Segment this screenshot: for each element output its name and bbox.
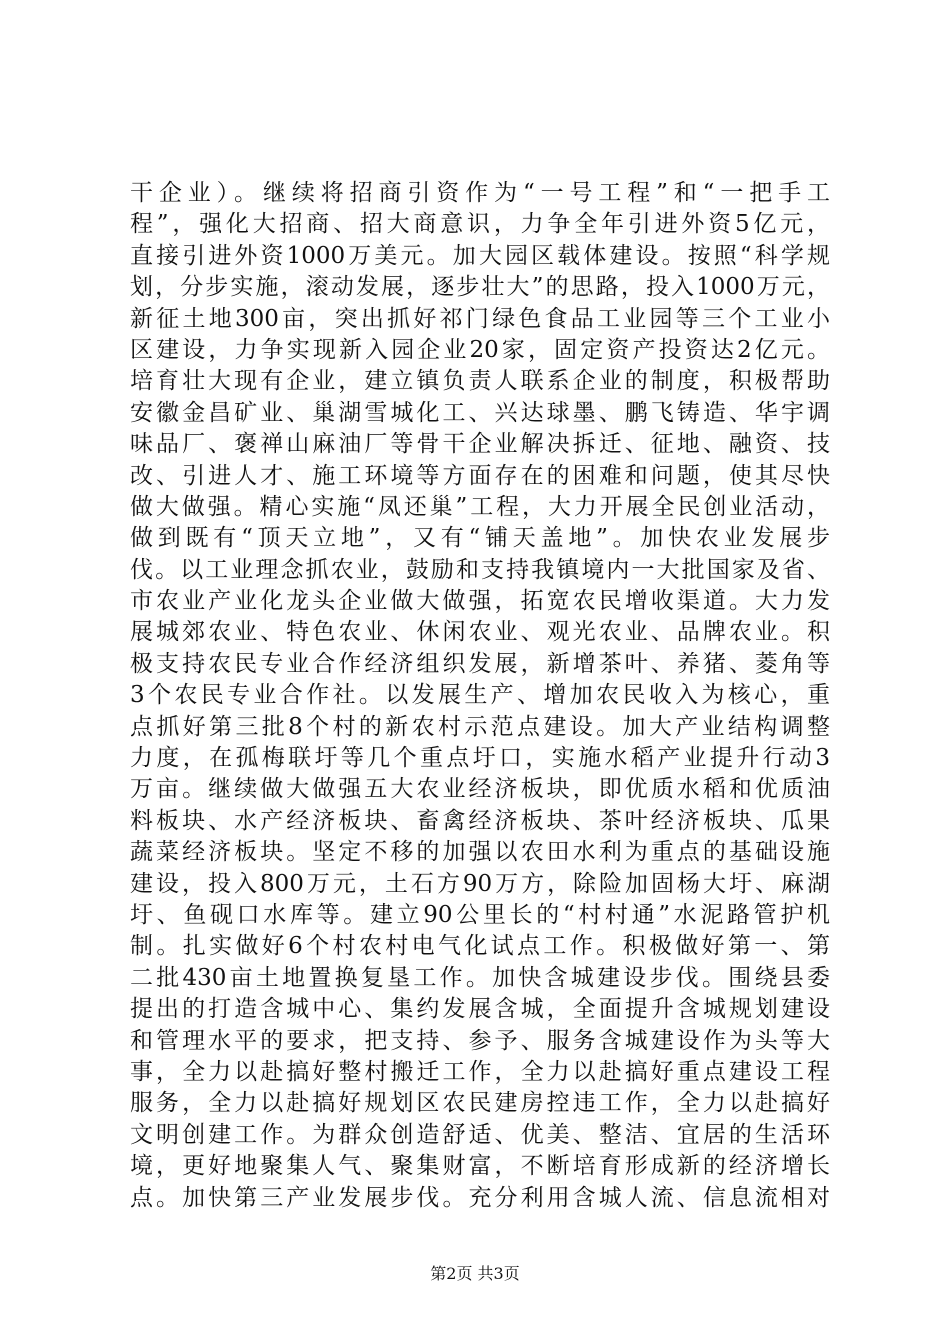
text-line: 点。加快第三产业发展步伐。充分利用含城人流、信息流相对 [130, 1184, 830, 1211]
text-line: 划，分步实施，滚动发展，逐步壮大”的思路，投入1000万元， [130, 274, 830, 301]
text-line: 点抓好第三批8个村的新农村示范点建设。加大产业结构调整 [130, 713, 830, 740]
text-line: 和管理水平的要求，把支持、参予、服务含城建设作为头等大 [130, 1027, 830, 1054]
text-line: 圩、鱼砚口水库等。建立90公里长的“村村通”水泥路管护机 [130, 901, 830, 928]
text-line: 改、引进人才、施工环境等方面存在的困难和问题，使其尽快 [130, 462, 830, 489]
text-line: 力度，在孤梅联圩等几个重点圩口，实施水稻产业提升行动3 [130, 745, 830, 772]
text-line: 新征土地300亩，突出抓好祁门绿色食品工业园等三个工业小 [130, 305, 830, 332]
text-line: 市农业产业化龙头企业做大做强，拓宽农民增收渠道。大力发 [130, 588, 830, 615]
text-line: 培育壮大现有企业，建立镇负责人联系企业的制度，积极帮助 [130, 368, 830, 395]
text-line: 事，全力以赴搞好整村搬迁工作，全力以赴搞好重点建设工程 [130, 1058, 830, 1085]
text-line: 建设，投入800万元，土石方90万方，除险加固杨大圩、麻湖 [130, 870, 830, 897]
text-line: 料板块、水产经济板块、畜禽经济板块、茶叶经济板块、瓜果 [130, 807, 830, 834]
text-line: 区建设，力争实现新入园企业20家，固定资产投资达2亿元。 [130, 336, 830, 363]
text-line: 干企业）。继续将招商引资作为“一号工程”和“一把手工 [130, 180, 830, 206]
text-line: 二批430亩土地置换复垦工作。加快含城建设步伐。围绕县委 [130, 964, 830, 991]
text-line: 境，更好地聚集人气、聚集财富，不断培育形成新的经济增长 [130, 1153, 830, 1180]
text-line: 万亩。继续做大做强五大农业经济板块，即优质水稻和优质油 [130, 776, 830, 803]
text-line: 极支持农民专业合作经济组织发展，新增茶叶、养猪、菱角等 [130, 650, 830, 677]
text-line: 程”，强化大招商、招大商意识，力争全年引进外资5亿元， [130, 211, 830, 238]
text-line: 制。扎实做好6个村农村电气化试点工作。积极做好第一、第 [130, 933, 830, 960]
page-number-footer: 第2页 共3页 [430, 1264, 520, 1283]
text-line: 味品厂、褒禅山麻油厂等骨干企业解决拆迁、征地、融资、技 [130, 431, 830, 458]
text-line: 服务，全力以赴搞好规划区农民建房控违工作，全力以赴搞好 [130, 1090, 830, 1117]
text-line: 蔬菜经济板块。坚定不移的加强以农田水利为重点的基础设施 [130, 839, 830, 866]
text-line: 做大做强。精心实施“凤还巢”工程，大力开展全民创业活动， [130, 493, 830, 520]
text-line: 直接引进外资1000万美元。加大园区载体建设。按照“科学规 [130, 242, 830, 269]
text-line: 提出的打造含城中心、集约发展含城，全面提升含城规划建设 [130, 996, 830, 1023]
text-line: 展城郊农业、特色农业、休闲农业、观光农业、品牌农业。积 [130, 619, 830, 646]
text-line: 伐。以工业理念抓农业，鼓励和支持我镇境内一大批国家及省、 [130, 556, 830, 583]
text-line: 文明创建工作。为群众创造舒适、优美、整洁、宜居的生活环 [130, 1121, 830, 1148]
text-line: 3个农民专业合作社。以发展生产、增加农民收入为核心，重 [130, 682, 830, 709]
body-paragraph [130, 178, 830, 1214]
text-line: 做到既有“顶天立地”，又有“铺天盖地”。加快农业发展步 [130, 525, 830, 552]
text-line: 安徽金昌矿业、巢湖雪城化工、兴达球墨、鹏飞铸造、华宇调 [130, 399, 830, 426]
